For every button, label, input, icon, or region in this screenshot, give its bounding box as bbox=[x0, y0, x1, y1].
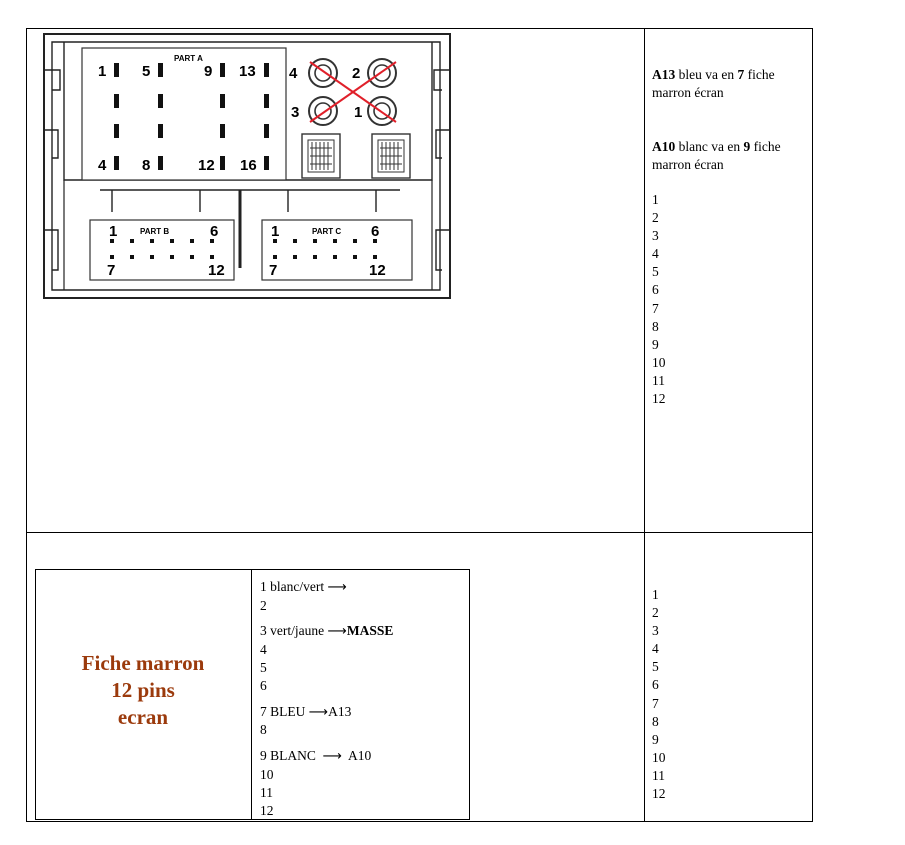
pin-label: 9 bbox=[204, 63, 213, 80]
pin-label: 12 bbox=[208, 262, 225, 279]
note-text: fiche bbox=[744, 67, 775, 82]
list-item: 8 bbox=[652, 713, 659, 729]
note-a10-pin: 9 bbox=[743, 139, 751, 154]
pin-text: 1 blanc/vert bbox=[260, 579, 328, 594]
masse-label: MASSE bbox=[346, 623, 394, 638]
part-c-label: PART C bbox=[312, 227, 342, 236]
note-a13-line2: marron écran bbox=[652, 85, 724, 100]
list-item: 3 bbox=[652, 228, 659, 244]
pin-label: 1 bbox=[271, 223, 280, 240]
note-a10-code: A10 bbox=[652, 139, 676, 154]
list-item: 9 bbox=[652, 336, 659, 352]
list-item: 4 bbox=[652, 246, 659, 262]
pin-10-row: 10 bbox=[260, 767, 274, 782]
note-a10 bbox=[652, 138, 781, 156]
pin-label: 5 bbox=[142, 63, 151, 80]
list-item: 7 bbox=[652, 695, 659, 711]
list-item: 3 bbox=[652, 623, 659, 639]
list-item: 1 bbox=[652, 587, 659, 602]
note-a13-code: A13 bbox=[652, 67, 676, 82]
part-b-label: PART B bbox=[140, 227, 170, 236]
list-item: 2 bbox=[652, 605, 659, 621]
note-text: blanc va en bbox=[675, 139, 744, 154]
list-item: 2 bbox=[652, 210, 659, 226]
pin-label: 8 bbox=[142, 157, 151, 174]
connector-diagram bbox=[40, 30, 455, 302]
arrow-icon: ⟶ bbox=[327, 579, 347, 594]
pin-12-row: 12 bbox=[260, 803, 274, 818]
pin-6-row: 6 bbox=[260, 678, 267, 693]
pin-label: 6 bbox=[371, 223, 380, 240]
list-item: 10 bbox=[652, 749, 666, 765]
list-item: 5 bbox=[652, 659, 659, 675]
pin-2-row: 2 bbox=[260, 598, 267, 613]
list-item: 5 bbox=[652, 264, 659, 280]
list-item: 6 bbox=[652, 282, 659, 298]
pin-label: 12 bbox=[198, 157, 215, 174]
pin-label: 6 bbox=[210, 223, 219, 240]
pin-text: A13 bbox=[328, 704, 352, 719]
pin-3-row bbox=[260, 622, 393, 640]
plug-title-line2: 12 pins bbox=[111, 678, 175, 702]
part-a-label: PART A bbox=[174, 54, 203, 63]
note-text: fiche bbox=[750, 139, 781, 154]
pin-label: 4 bbox=[289, 65, 298, 82]
list-item: 4 bbox=[652, 641, 659, 657]
plug-title-line1: Fiche marron bbox=[81, 651, 205, 675]
list-item: 11 bbox=[652, 372, 665, 388]
pin-label: 12 bbox=[369, 262, 386, 279]
pin-label: 4 bbox=[98, 157, 107, 174]
list-item: 6 bbox=[652, 677, 659, 693]
pin-9-row bbox=[260, 747, 371, 765]
pin-8-row: 8 bbox=[260, 722, 267, 737]
pin-label: 13 bbox=[239, 63, 256, 80]
bottom-right-number-list bbox=[652, 586, 666, 803]
list-item: 10 bbox=[652, 354, 666, 370]
list-item: 8 bbox=[652, 318, 659, 334]
fuse-blocks bbox=[302, 134, 410, 178]
note-a13 bbox=[652, 66, 775, 84]
list-item: 12 bbox=[652, 391, 666, 407]
pin-4-row: 4 bbox=[260, 642, 267, 657]
top-right-number-list bbox=[652, 191, 666, 408]
pin-label: 2 bbox=[352, 65, 361, 82]
pin-label: 1 bbox=[354, 104, 363, 121]
list-item: 12 bbox=[652, 786, 666, 802]
pin-text: 3 vert/jaune bbox=[260, 623, 328, 638]
list-item: 11 bbox=[652, 767, 665, 783]
note-a13-pin: 7 bbox=[737, 67, 745, 82]
note-text: bleu va en bbox=[675, 67, 738, 82]
list-item: 1 bbox=[652, 192, 659, 207]
arrow-icon: ⟶ bbox=[327, 623, 347, 638]
pin-7-row bbox=[260, 703, 351, 721]
arrow-icon: ⟶ bbox=[308, 704, 329, 719]
pin-1-row bbox=[260, 578, 347, 596]
list-item: 7 bbox=[652, 300, 659, 316]
pin-label: 7 bbox=[107, 262, 116, 279]
pin-text: A10 bbox=[342, 748, 372, 763]
note-a10-line2: marron écran bbox=[652, 157, 724, 172]
pin-label: 1 bbox=[109, 223, 118, 240]
plug-title-line3: ecran bbox=[117, 705, 169, 729]
pin-5-row: 5 bbox=[260, 660, 267, 675]
pin-label: 16 bbox=[240, 157, 257, 174]
list-item: 9 bbox=[652, 731, 659, 747]
pin-label: 3 bbox=[291, 104, 300, 121]
pin-label: 1 bbox=[98, 63, 107, 80]
arrow-icon: ⟶ bbox=[322, 748, 342, 763]
pin-text: 7 BLEU bbox=[260, 704, 309, 719]
pin-11-row: 11 bbox=[260, 785, 273, 800]
pin-text: 9 BLANC bbox=[260, 748, 323, 763]
pin-label: 7 bbox=[269, 262, 278, 279]
